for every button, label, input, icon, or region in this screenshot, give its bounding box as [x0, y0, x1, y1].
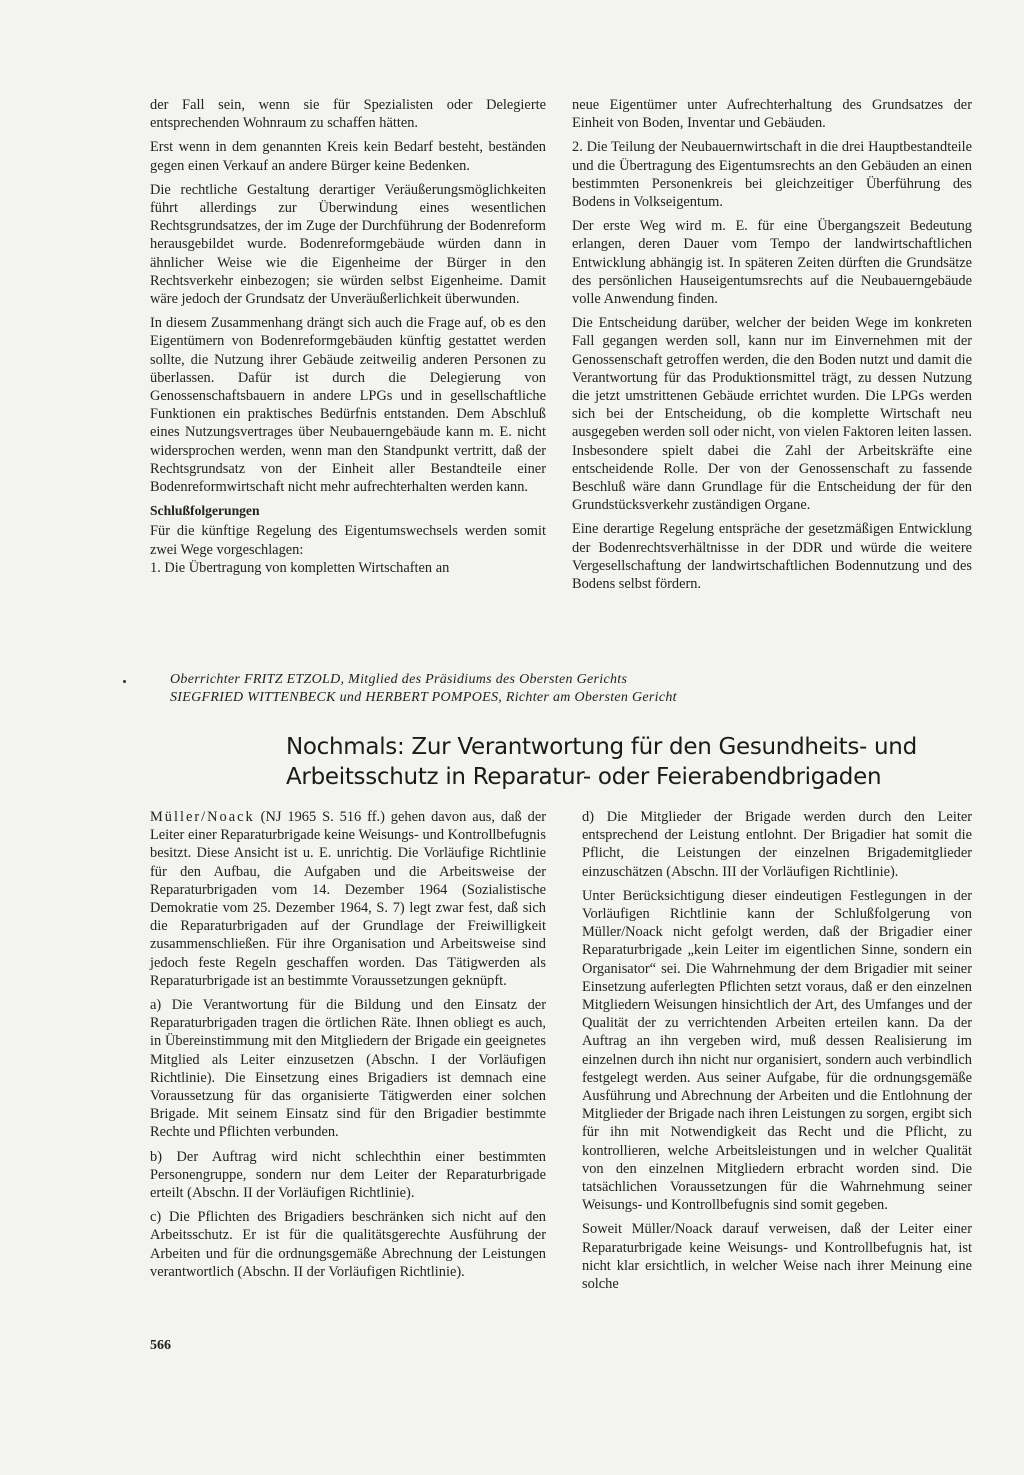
paragraph: b) Der Auftrag wird nicht schlechthin einer bestimmten Personengruppe, sondern nur dem Leiter der Reparaturbrigade erteilt (Abschn. II der Vorläufigen Richtlinie).	[150, 1148, 546, 1202]
page-number: 566	[150, 1338, 171, 1353]
paragraph-text: (NJ 1965 S. 516 ff.) gehen davon aus, daß der Leiter einer Reparaturbrigade keine Weisungs- und Kontrollbefugnis besitzt. Diese Ansicht ist u. E. unrichtig. Die Vorläufige Richtlinie für den Aufbau, die Aufgaben und die Arbeitsweise der Reparaturbrigaden vom 14. Dezember 1964 (Sozialistische Demokratie vom 25. Dezember 1964, S. 7) legt zwar fest, daß sich die Reparaturbrigaden auf der Grundlage der Freiwilligkeit zusammenschließen. Für ihre Organisation und Arbeitsweise sind jedoch feste Regeln geschaffen worden. Das Tätigwerden als Reparaturbrigade ist an bestimmte Voraussetzungen geknüpft.	[150, 809, 546, 989]
article-title	[286, 732, 986, 792]
authors-line: Oberrichter FRITZ ETZOLD, Mitglied des Präsidiums des Obersten Gerichts	[170, 672, 628, 687]
paragraph: c) Die Pflichten des Brigadiers beschränken sich nicht auf den Arbeitsschutz. Er ist für die qualitätsgerechte Ausführung der Arbeiten und für die ordnungsgemäße Abrechnung der Leistungen verantwortlich (Abschn. II der Vorläufigen Richtlinie).	[150, 1209, 546, 1280]
authors-line: SIEGFRIED WITTENBECK und HERBERT POMPOES, Richter am Obersten Gericht	[170, 690, 677, 705]
bullet-mark	[123, 680, 126, 683]
paragraph: In diesem Zusammenhang drängt sich auch die Frage auf, ob es den Eigentümern von Bodenreformgebäuden künftig gestattet werden sollte, die Nutzung ihrer Gebäude zeitweilig anderen Personen zu überlassen. Dafür ist durch die Delegierung von Genossenschaftsbauern in andere LPGs und in gesellschaftliche Funktionen ein praktisches Bedürfnis entstanden. Dem Abschluß eines Nutzungsvertrages über Neubauerngebäude kann m. E. nicht widersprochen werden, wenn man den Standpunkt vertritt, daß der Rechtsgrundsatz von der Einheit aller Bestandteile einer Bodenreformwirtschaft nicht mehr aufrechterhalten werden kann.	[150, 315, 546, 496]
paragraph: 2. Die Teilung der Neubauernwirtschaft in die drei Hauptbestandteile und die Übertragung des Eigentumsrechts an den Gebäuden an einen bestimmten Personenkreis bei gleichzeitiger Überführung des Bodens in Volkseigentum.	[572, 139, 972, 211]
paragraph: Für die künftige Regelung des Eigentumswechsels werden somit zwei Wege vorgeschlagen:	[150, 523, 546, 558]
section-heading: Schlußfolgerungen	[150, 503, 260, 519]
bottom-left-column	[150, 808, 546, 1287]
paragraph: Der erste Weg wird m. E. für eine Übergangszeit Bedeutung erlangen, deren Dauer vom Tempo der landwirtschaftlichen Entwicklung abhängig ist. In späteren Zeiten dürften die Grundsätze des persönlichen Hauseigentumsrechts auf die Neubauerngebäude volle Anwendung finden.	[572, 218, 972, 308]
paragraph	[150, 808, 546, 990]
paragraph: neue Eigentümer unter Aufrechterhaltung des Grundsatzes der Einheit von Boden, Inventar und Gebäuden.	[572, 97, 972, 132]
top-left-column	[150, 96, 546, 583]
article-authors	[170, 671, 970, 707]
paragraph: Unter Berücksichtigung dieser eindeutigen Festlegungen in der Vorläufigen Richtlinie kann der Schlußfolgerung von Müller/Noack nicht gefolgt werden, daß der Brigadier einer Reparaturbrigade „kein Leiter im eigentlichen Sinne, sondern ein Organisator“ sei. Die Wahrnehmung der dem Brigadier mit seiner Einsetzung auferlegten Pflichten setzt voraus, daß er den einzelnen Mitgliedern Weisungen hinsichtlich der Art, des Umfanges und der Qualität der zu verrichtenden Arbeiten erteilen kann. Da der Auftrag an ihn vergeben wird, muß dessen Realisierung im einzelnen durch ihn nicht nur organisiert, sondern auch verbindlich festgelegt werden. Aus seiner Aufgabe, für die ordnungsgemäße Ausführung und Abrechnung der Arbeiten und die Entlohnung der Mitglieder der Brigade nach ihren Leistungen zu sorgen, ergibt sich für ihn mit Notwendigkeit das Recht und die Pflicht, zu kontrollieren, welche Arbeitsleistungen und in welcher Qualität von den einzelnen Mitgliedern erbracht worden sind. Die tatsächlichen Voraussetzungen für die Wahrnehmung seiner Weisungs- und Kontrollbefugnis sind somit gegeben.	[582, 887, 972, 1214]
paragraph: Die rechtliche Gestaltung derartiger Veräußerungsmöglichkeiten führt allerdings zur Überwindung eines wesentlichen Rechtsgrundsatzes, der im Zuge der Durchführung der Bodenreform herausgebildet wurde. Bodenreformgebäude würden dann in ähnlicher Weise wie die Eigenheime der Bürger in den Rechtsverkehr einbezogen; sie würden selbst Eigenheime. Damit wäre jedoch der Grundsatz der Unveräußerlichkeit überwunden.	[150, 181, 546, 308]
paragraph: der Fall sein, wenn sie für Spezialisten oder Delegierte entsprechenden Wohnraum zu schaffen hätten.	[150, 97, 546, 132]
bottom-right-column	[582, 808, 972, 1299]
cited-authors: Müller/Noack	[150, 809, 255, 825]
paragraph: Eine derartige Regelung entspräche der gesetzmäßigen Entwicklung der Bodenrechtsverhältnisse in der DDR und würde die weitere Vergesellschaftung der landwirtschaftlichen Bodennutzung und des Bodens selbst fördern.	[572, 521, 972, 593]
paragraph: Die Entscheidung darüber, welcher der beiden Wege im konkreten Fall gegangen werden soll, kann nur im Einvernehmen mit der Genossenschaft getroffen werden, die den Boden nutzt und damit die Verantwortung für das Produktionsmittel trägt, zu dessen Nutzung die jetzt umstrittenen Gebäude errichtet wurden. Die LPGs werden sich bei der Entscheidung, ob die komplette Wirtschaft neu ausgegeben werden soll oder nicht, von vielen Faktoren leiten lassen. Insbesondere spielt dabei die Zahl der Arbeitskräfte eine entscheidende Rolle. Der von der Genossenschaft zu fassende Beschluß wäre dann Grundlage für die Entscheidung der für den Grundstücksverkehr zuständigen Organe.	[572, 315, 972, 514]
paragraph: a) Die Verantwortung für die Bildung und den Einsatz der Reparaturbrigaden tragen die örtlichen Räte. Ihnen obliegt es auch, in Übereinstimmung mit den Mitgliedern der Brigade ein geeignetes Mitglied als Leiter einzusetzen (Abschn. I der Vorläufigen Richtlinie). Die Einsetzung eines Brigadiers ist demnach eine Voraussetzung für das organisierte Tätigwerden einer solchen Brigade. Mit seinem Einsatz sind für den Brigadier bestimmte Rechte und Pflichten verbunden.	[150, 997, 546, 1141]
paragraph: Soweit Müller/Noack darauf verweisen, daß der Leiter einer Reparaturbrigade keine Weisungs- und Kontrollbefugnis hat, ist nicht klar ersichtlich, in welcher Weise nach ihrer Meinung eine solche	[582, 1221, 972, 1293]
paragraph: 1. Die Übertragung von kompletten Wirtschaften an	[150, 559, 450, 576]
paragraph: d) Die Mitglieder der Brigade werden durch den Leiter entsprechend der Leistung entlohnt. Der Brigadier hat somit die Pflicht, die Leistungen der einzelnen Brigademitglieder einzuschätzen (Abschn. III der Vorläufigen Richtlinie).	[582, 809, 972, 880]
top-right-column	[572, 96, 972, 599]
title-line: Nochmals: Zur Verantwortung für den Gesundheits- und	[286, 734, 917, 760]
paragraph: Erst wenn in dem genannten Kreis kein Bedarf besteht, beständen gegen einen Verkauf an andere Bürger keine Bedenken.	[150, 139, 546, 174]
title-line: Arbeitsschutz in Reparatur- oder Feierabendbrigaden	[286, 764, 882, 790]
